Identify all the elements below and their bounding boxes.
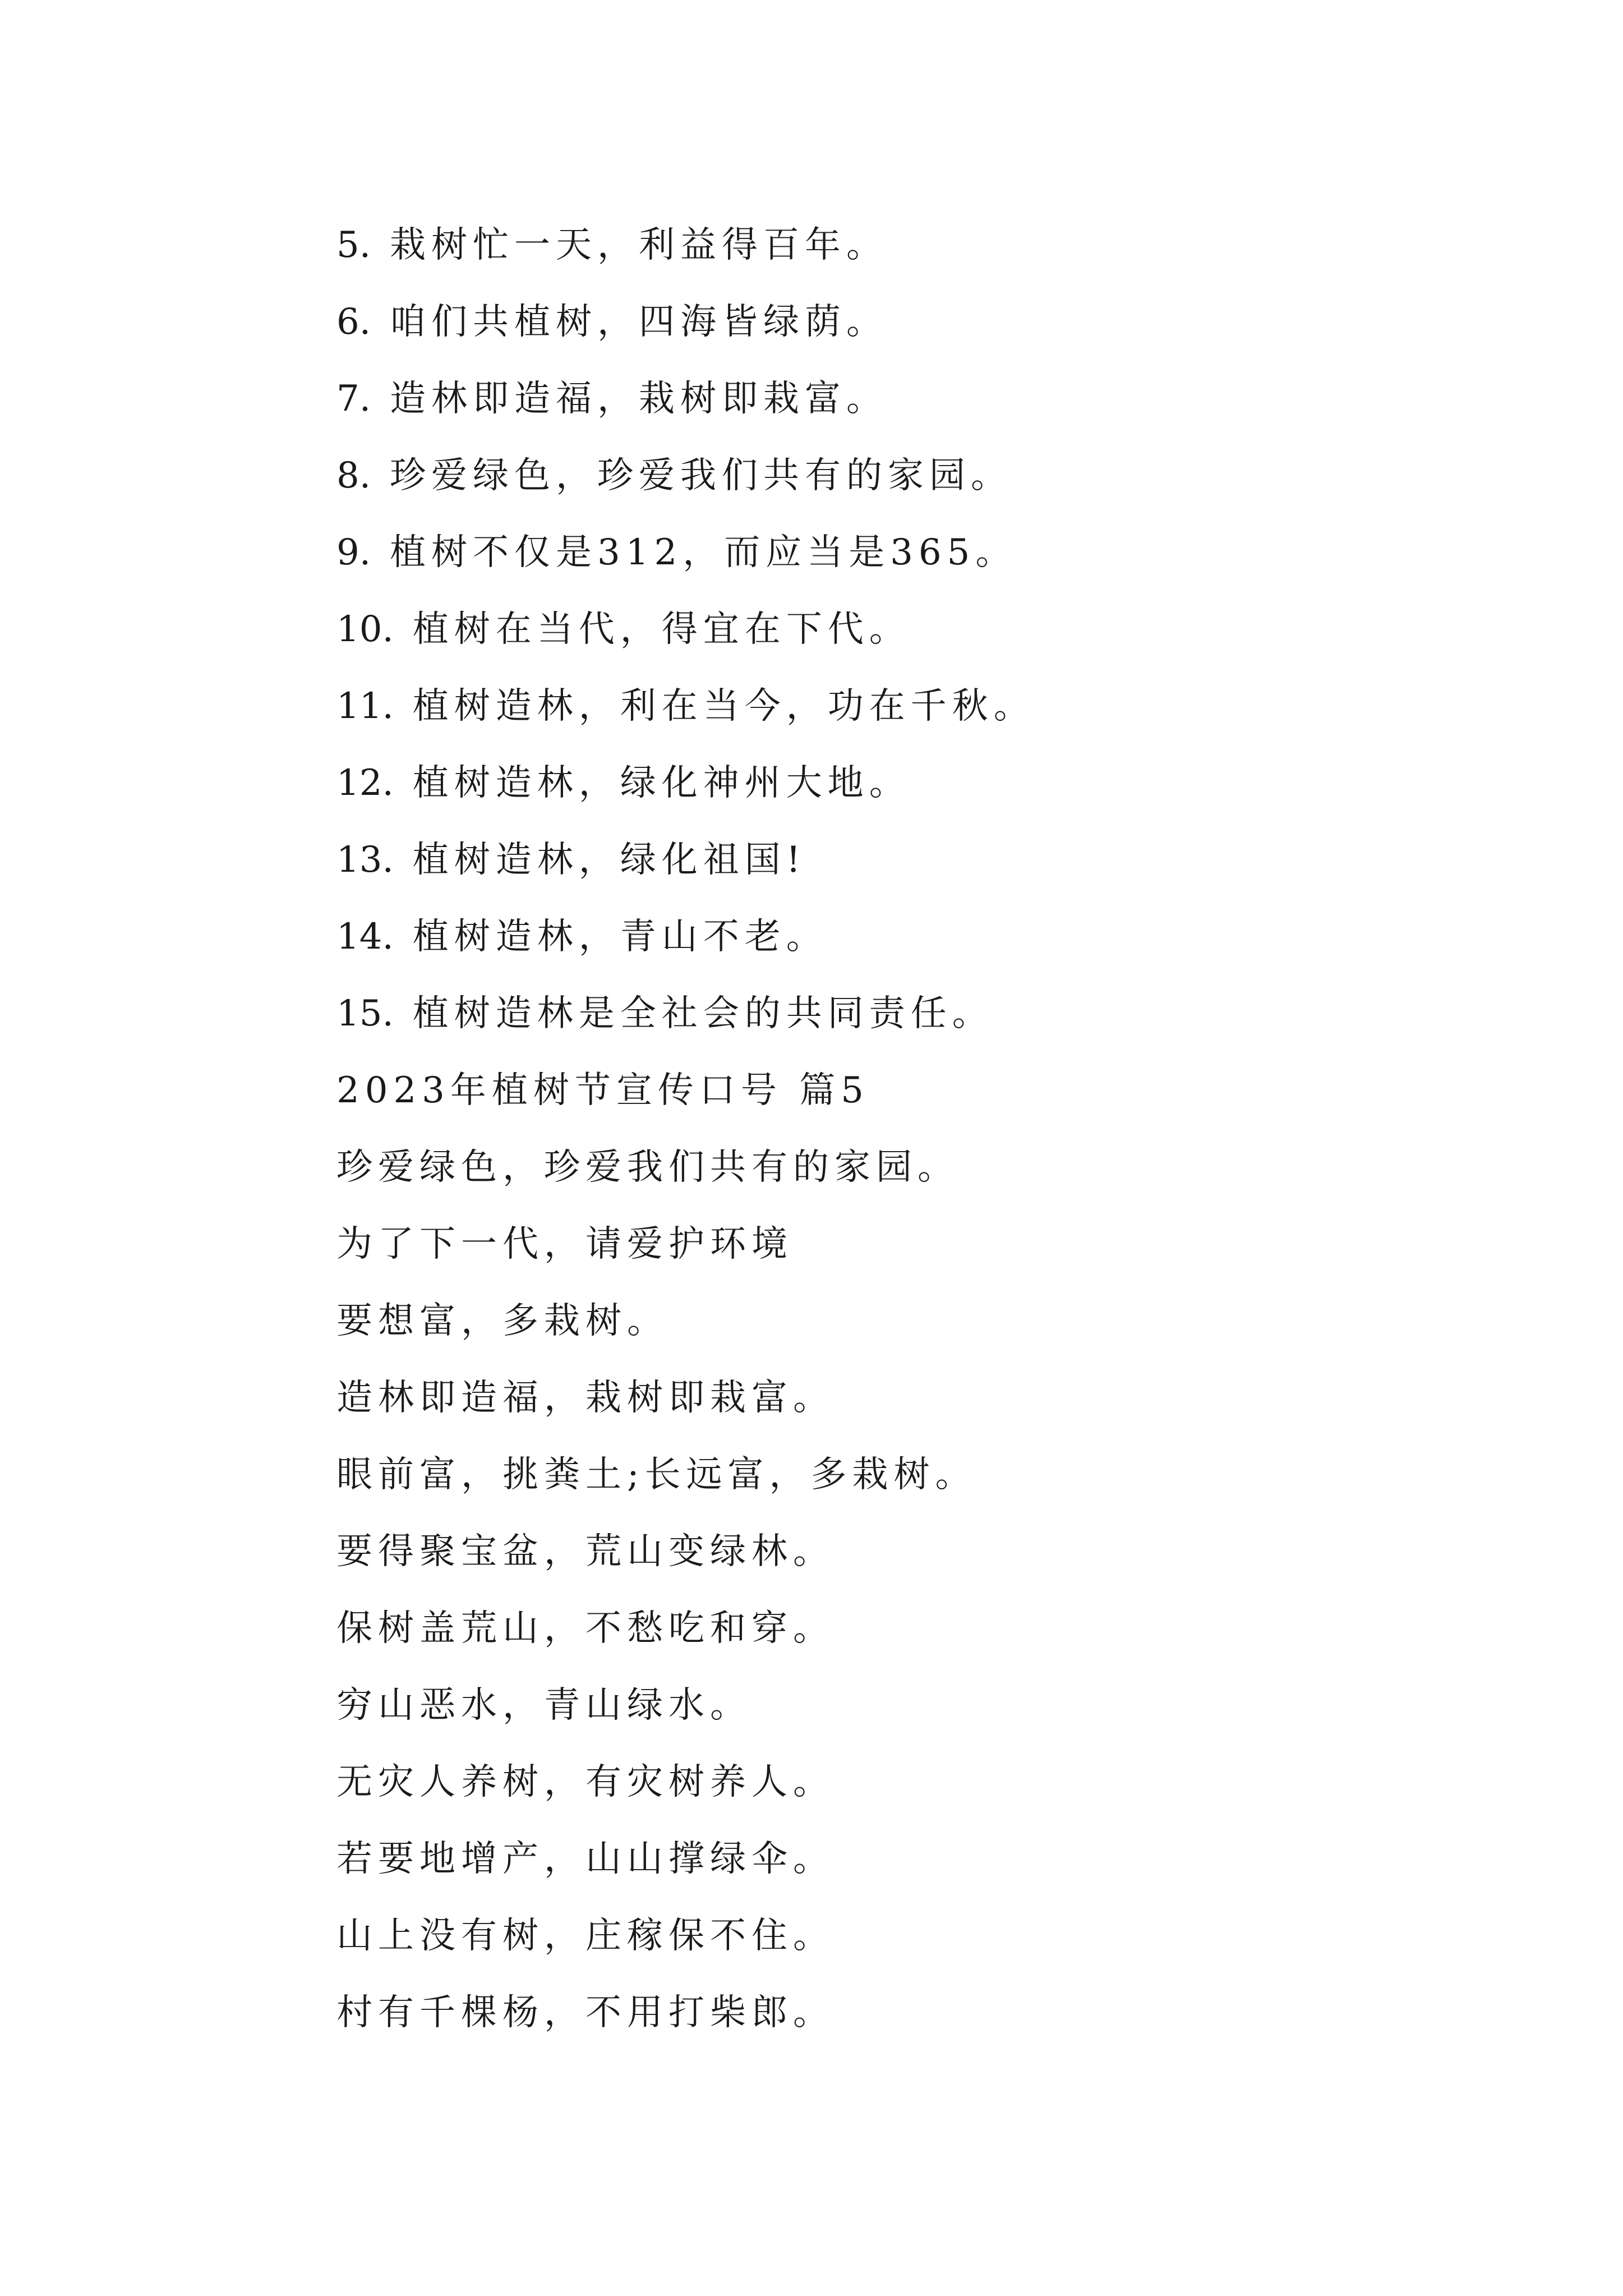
slogan-line: 山上没有树，庄稼保不住。 (336, 1915, 834, 1957)
item-text: 栽树忙一天，利益得百年。 (390, 224, 888, 266)
list-item (336, 450, 1514, 527)
list-item (336, 835, 1514, 912)
slogan-line: 为了下一代，请爱护环境 (336, 1223, 793, 1265)
item-number: 8. (336, 455, 371, 496)
item-text: 植树在当代，得宜在下代。 (412, 609, 911, 650)
slogan-line: 无灾人养树，有灾树养人。 (336, 1761, 834, 1803)
slogan-line: 村有千棵杨，不用打柴郎。 (336, 1992, 834, 2033)
list-item (336, 988, 1514, 1065)
list-item (336, 681, 1514, 758)
item-number: 13. (336, 839, 394, 881)
item-text: 植树造林是全社会的共同责任。 (412, 993, 994, 1034)
item-number: 5. (336, 224, 371, 266)
item-text: 植树造林，利在当今，功在千秋。 (412, 685, 1035, 727)
item-number: 10. (336, 609, 394, 650)
list-item (336, 604, 1514, 681)
item-text: 咱们共植树，四海皆绿荫。 (390, 301, 888, 343)
item-number: 7. (336, 378, 371, 420)
slogan-line: 若要地增产，山山撑绿伞。 (336, 1838, 834, 1880)
document-body (336, 220, 1514, 2064)
item-text: 植树造林，青山不老。 (412, 916, 828, 958)
slogan-line: 造林即造福，栽树即栽富。 (336, 1377, 834, 1419)
item-number: 6. (336, 301, 371, 343)
item-text: 珍爱绿色，珍爱我们共有的家园。 (390, 455, 1013, 496)
item-text: 造林即造福，栽树即栽富。 (390, 378, 888, 420)
item-text: 植树不仅是312，而应当是365。 (390, 532, 1017, 573)
list-item (336, 220, 1514, 297)
item-number: 14. (336, 916, 394, 958)
list-item (336, 374, 1514, 450)
slogan-line: 珍爱绿色，珍爱我们共有的家园。 (336, 1147, 959, 1188)
item-number: 9. (336, 532, 371, 573)
slogan-line: 要想富，多栽树。 (336, 1300, 668, 1342)
section-heading: 2023年植树节宣传口号 篇5 (336, 1070, 869, 1111)
slogan-line: 保树盖荒山，不愁吃和穿。 (336, 1608, 834, 1649)
item-text: 植树造林，绿化祖国! (412, 839, 806, 881)
slogan-line: 穷山恶水，青山绿水。 (336, 1685, 751, 1726)
slogan-line: 要得聚宝盆，荒山变绿林。 (336, 1531, 834, 1572)
list-item (336, 297, 1514, 374)
item-text: 植树造林，绿化神州大地。 (412, 762, 911, 804)
item-number: 11. (336, 685, 394, 727)
slogan-line: 眼前富，挑粪土;长远富，多栽树。 (336, 1454, 977, 1496)
list-item (336, 912, 1514, 988)
list-item (336, 758, 1514, 835)
item-number: 15. (336, 993, 394, 1034)
list-item (336, 527, 1514, 604)
item-number: 12. (336, 762, 394, 804)
